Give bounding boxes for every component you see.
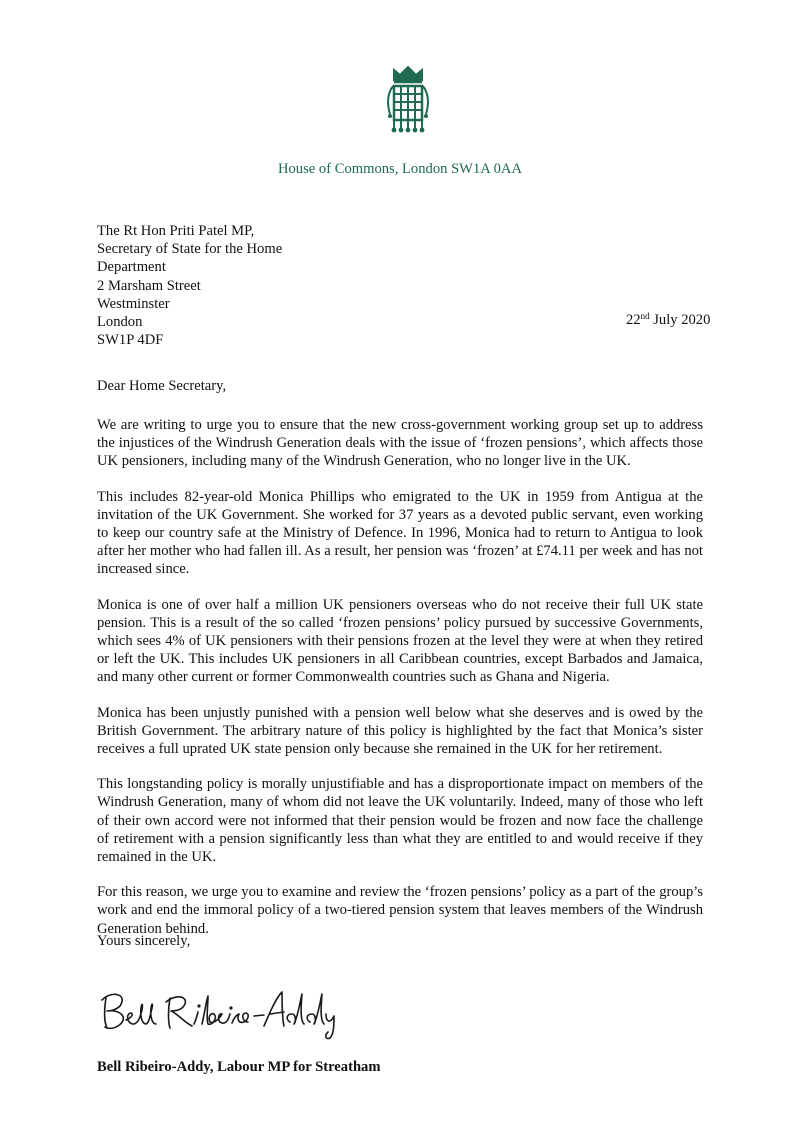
recipient-line: The Rt Hon Priti Patel MP, [97,223,255,239]
recipient-line: Westminster [97,295,170,312]
date-rest: July 2020 [649,312,711,328]
letterhead-address: House of Commons, London SW1A 0AA [277,161,523,177]
letter-body [97,416,703,955]
portcullis-icon [384,64,432,144]
date-day: 22 [626,312,641,328]
body-paragraph: This longstanding policy is morally unjustifiable and has a disproportionate impact on members of the Windrush Generation, many of whom did not leave the UK voluntarily. Indeed, many of those who left of their own accord were not informed that their pension would be frozen and now face the challenge of retirement with a pension significantly less than what they are entitled to and would receive if they remained in the UK. [97,776,703,866]
signatory-name: Bell Ribeiro-Addy, Labour MP for Streatham [97,1059,381,1075]
recipient-line: Department [97,259,166,276]
body-paragraph: Monica has been unjustly punished with a pension well below what she deserves and is owed by the British Government. The arbitrary nature of this policy is highlighted by the fact that Monica’s sister receives a full uprated UK state pension only because she remained in the UK for her retirement. [97,704,703,758]
body-paragraph: We are writing to urge you to ensure that the new cross-government working group set up to address the injustices of the Windrush Generation deals with the issue of ‘frozen pensions’, which affects those UK pensioners, including many of the Windrush Generation, who no longer live in the UK. [97,417,703,470]
closing: Yours sincerely, [97,933,191,949]
recipient-address [97,222,282,349]
recipient-line: London [97,314,143,331]
body-paragraph: For this reason, we urge you to examine and review the ‘frozen pensions’ policy as a part of the group’s work and end the immoral policy of a two-tiered pension system that leaves members of the Windrush Generation behind. [97,884,703,937]
recipient-line: SW1P 4DF [97,332,164,349]
recipient-line: 2 Marsham Street [97,277,201,294]
body-paragraph: This includes 82-year-old Monica Phillips who emigrated to the UK in 1959 from Antigua at the invitation of the UK Government. She worked for 37 years as a devoted public servant, even working to keep our country safe at the Ministry of Defence. In 1996, Monica had to return to Antigua to look after her mother who had fallen ill. As a result, her pension was ‘frozen’ at £74.11 per week and has not increased since. [97,488,703,578]
date-suffix: nd [640,311,650,321]
salutation: Dear Home Secretary, [97,378,227,394]
recipient-line: Secretary of State for the Home [97,241,283,258]
letter-date [626,311,710,330]
signature [98,980,348,1040]
body-paragraph: Monica is one of over half a million UK pensioners overseas who do not receive their full UK state pension. This is a result of the so called ‘frozen pensions’ policy pursued by successive Governments, which sees 4% of UK pensioners with their pensions frozen at the level they were at when they retired or left the UK. This includes UK pensioners in all Caribbean countries, except Barbados and Jamaica, and many other current or former Commonwealth countries such as Ghana and Nigeria. [97,596,703,686]
